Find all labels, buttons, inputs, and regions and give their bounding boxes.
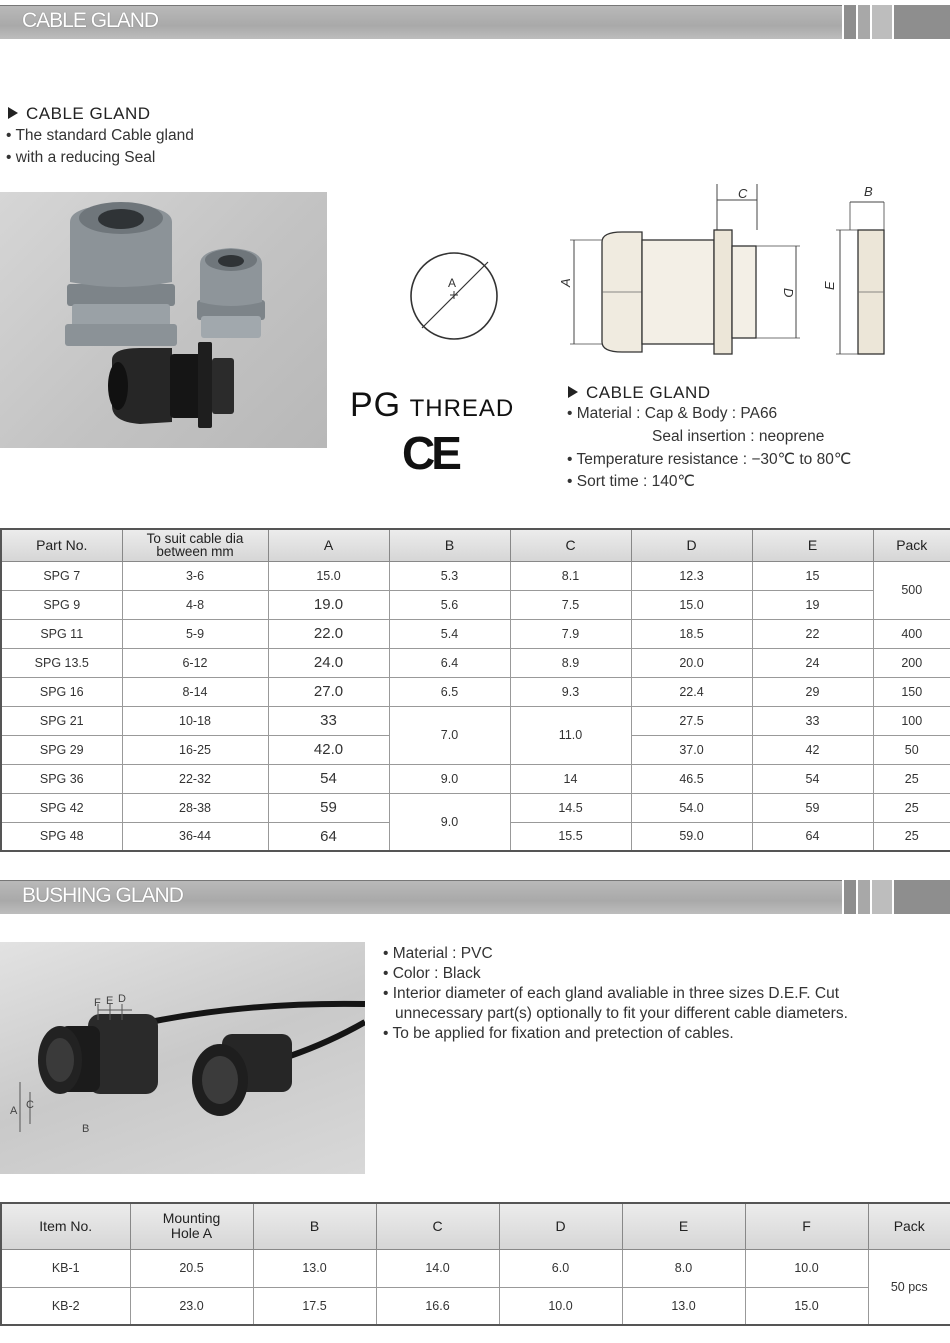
cell-d: 37.0: [631, 735, 752, 764]
cell-c: 14.0: [376, 1249, 499, 1287]
bushing-bullet-application: • To be applied for fixation and pretection of cables.: [383, 1025, 734, 1042]
cell-d: 54.0: [631, 793, 752, 822]
cell-a: 19.0: [268, 590, 389, 619]
cable-gland-bar-title: CABLE GLAND: [22, 9, 159, 32]
spec-line-temperature: • Temperature resistance : −30℃ to 80℃: [567, 451, 852, 468]
cell-part: SPG 7: [1, 561, 122, 590]
cell-pack: 25: [873, 793, 950, 822]
cell-b: 13.0: [253, 1249, 376, 1287]
cell-d: 18.5: [631, 619, 752, 648]
cell-d: 22.4: [631, 677, 752, 706]
table-row: [1, 1249, 950, 1287]
cell-e: 13.0: [622, 1287, 745, 1325]
cell-b: 9.0: [389, 764, 510, 793]
col-header-item-no: Item No.: [1, 1203, 130, 1249]
col-header-d: D: [631, 529, 752, 561]
cell-c: 16.6: [376, 1287, 499, 1325]
cell-f: 15.0: [745, 1287, 868, 1325]
cell-a: 20.5: [130, 1249, 253, 1287]
table-row: [1, 648, 950, 677]
thread-label: THREAD: [409, 395, 515, 422]
table-row: [1, 706, 950, 735]
pg-thread-diagram: [408, 250, 500, 342]
cable-bullet-2: • with a reducing Seal: [6, 149, 156, 166]
triangle-bullet-icon: [568, 386, 578, 398]
cell-a: 42.0: [268, 735, 389, 764]
photo-a-label: A: [10, 1105, 18, 1117]
cell-cable: 28-38: [122, 793, 268, 822]
bar-decor-block: [844, 880, 856, 914]
cable-gland-photo: [0, 192, 327, 448]
cell-b: 5.4: [389, 619, 510, 648]
cell-item: KB-1: [1, 1249, 130, 1287]
cell-d: 12.3: [631, 561, 752, 590]
spec-heading-text: CABLE GLAND: [586, 383, 711, 402]
cell-c: 7.9: [510, 619, 631, 648]
bushing-gland-product-image: [0, 942, 365, 1174]
cell-c: 14: [510, 764, 631, 793]
cable-gland-heading: [8, 104, 151, 124]
table-row: [1, 590, 950, 619]
cell-a: 59: [268, 793, 389, 822]
drawing-b-label: B: [864, 184, 873, 199]
cell-e: 42: [752, 735, 873, 764]
cell-d: 20.0: [631, 648, 752, 677]
col-header-d: D: [499, 1203, 622, 1249]
table-row: [1, 764, 950, 793]
bar-decor-block: [858, 880, 870, 914]
cell-cable: 4-8: [122, 590, 268, 619]
cell-c: 14.5: [510, 793, 631, 822]
cell-cable: 10-18: [122, 706, 268, 735]
col-header-part-no: Part No.: [1, 529, 122, 561]
bushing-bullet-material: • Material : PVC: [383, 945, 493, 962]
cell-a: 33: [268, 706, 389, 735]
cable-gland-table: [0, 528, 950, 852]
cell-part: SPG 29: [1, 735, 122, 764]
cell-part: SPG 42: [1, 793, 122, 822]
cell-e: 64: [752, 822, 873, 851]
cable-gland-section-bar: [0, 5, 950, 39]
table-header-row: [1, 1203, 950, 1249]
pg-label: PG: [350, 386, 402, 424]
cell-part: SPG 48: [1, 822, 122, 851]
cable-gland-product-image: [0, 192, 327, 448]
cell-e: 59: [752, 793, 873, 822]
cell-c: 9.3: [510, 677, 631, 706]
col-header-mounting-hole: Mounting Hole A: [130, 1203, 253, 1249]
cell-d: 15.0: [631, 590, 752, 619]
cable-gland-technical-drawing: [552, 180, 950, 360]
cell-pack: 50 pcs: [868, 1249, 950, 1325]
col-header-cable-dia: To suit cable dia between mm: [122, 529, 268, 561]
cell-d: 59.0: [631, 822, 752, 851]
cell-pack: 100: [873, 706, 950, 735]
col-header-pack: Pack: [873, 529, 950, 561]
cell-e: 29: [752, 677, 873, 706]
cell-a: 24.0: [268, 648, 389, 677]
cell-e: 8.0: [622, 1249, 745, 1287]
cell-a: 15.0: [268, 561, 389, 590]
cell-cable: 8-14: [122, 677, 268, 706]
cell-cable: 22-32: [122, 764, 268, 793]
spec-line-sort-time: • Sort time : 140℃: [567, 473, 695, 490]
pg-thread-title: [350, 386, 514, 425]
cell-a: 27.0: [268, 677, 389, 706]
drawing-c-label: C: [738, 186, 748, 201]
col-header-e: E: [752, 529, 873, 561]
cell-b: 6.4: [389, 648, 510, 677]
cell-a: 22.0: [268, 619, 389, 648]
col-header-f: F: [745, 1203, 868, 1249]
cable-gland-heading-text: CABLE GLAND: [26, 104, 151, 123]
cell-e: 54: [752, 764, 873, 793]
photo-b-label: B: [82, 1123, 90, 1135]
drawing-d-label: D: [781, 288, 796, 298]
cell-e: 24: [752, 648, 873, 677]
bar-decor-block: [894, 880, 950, 914]
table-header-row: [1, 529, 950, 561]
spec-line-material: • Material : Cap & Body : PA66: [567, 405, 778, 422]
cable-bullet-1: • The standard Cable gland: [6, 127, 194, 144]
cell-part: SPG 11: [1, 619, 122, 648]
cell-cable: 3-6: [122, 561, 268, 590]
cell-pack: 150: [873, 677, 950, 706]
bushing-bullet-interior: • Interior diameter of each gland avaliable in three sizes D.E.F. Cut: [383, 985, 840, 1002]
cell-a: 54: [268, 764, 389, 793]
col-header-a: A: [268, 529, 389, 561]
cell-d: 10.0: [499, 1287, 622, 1325]
col-header-c: C: [376, 1203, 499, 1249]
table-row: [1, 677, 950, 706]
cell-d: 27.5: [631, 706, 752, 735]
cell-part: SPG 36: [1, 764, 122, 793]
bushing-gland-bar-title: BUSHING GLAND: [22, 884, 183, 907]
cell-e: 19: [752, 590, 873, 619]
photo-e-label: E: [106, 995, 114, 1007]
bushing-bullet-interior-cont: unnecessary part(s) optionally to fit your different cable diameters.: [395, 1005, 848, 1022]
spec-line-seal: Seal insertion : neoprene: [652, 428, 825, 445]
bushing-gland-photo: [0, 942, 365, 1174]
cell-c: 8.9: [510, 648, 631, 677]
drawing-e-label: E: [822, 281, 837, 290]
table-row: [1, 793, 950, 822]
cell-pack: 500: [873, 561, 950, 619]
cell-pack: 200: [873, 648, 950, 677]
cell-a: 64: [268, 822, 389, 851]
cell-pack: 50: [873, 735, 950, 764]
bushing-gland-table: [0, 1202, 950, 1326]
cell-d: 6.0: [499, 1249, 622, 1287]
cell-c: 8.1: [510, 561, 631, 590]
cell-f: 10.0: [745, 1249, 868, 1287]
col-header-e: E: [622, 1203, 745, 1249]
table-row: [1, 1287, 950, 1325]
cell-item: KB-2: [1, 1287, 130, 1325]
cell-e: 22: [752, 619, 873, 648]
bushing-gland-section-bar: [0, 880, 950, 914]
col-header-pack: Pack: [868, 1203, 950, 1249]
bushing-bullet-color: • Color : Black: [383, 965, 481, 982]
photo-f-label: F: [94, 997, 101, 1009]
cell-pack: 400: [873, 619, 950, 648]
cell-d: 46.5: [631, 764, 752, 793]
cell-c: 11.0: [510, 706, 631, 764]
bar-decor-block: [844, 5, 856, 39]
bar-decor-block: [894, 5, 950, 39]
bar-decor-block: [858, 5, 870, 39]
cell-part: SPG 21: [1, 706, 122, 735]
cell-e: 33: [752, 706, 873, 735]
triangle-bullet-icon: [8, 107, 18, 119]
cell-part: SPG 16: [1, 677, 122, 706]
cell-a: 23.0: [130, 1287, 253, 1325]
diagram-a-label: A: [448, 276, 457, 290]
cell-part: SPG 13.5: [1, 648, 122, 677]
table-row: [1, 561, 950, 590]
drawing-a-label: A: [558, 278, 573, 287]
cell-cable: 36-44: [122, 822, 268, 851]
table-row: [1, 619, 950, 648]
photo-d-label: D: [118, 993, 126, 1005]
cell-e: 15: [752, 561, 873, 590]
cell-pack: 25: [873, 822, 950, 851]
col-header-b: B: [253, 1203, 376, 1249]
cell-cable: 5-9: [122, 619, 268, 648]
cell-cable: 6-12: [122, 648, 268, 677]
cell-b: 7.0: [389, 706, 510, 764]
cell-cable: 16-25: [122, 735, 268, 764]
cell-part: SPG 9: [1, 590, 122, 619]
cell-c: 7.5: [510, 590, 631, 619]
bar-decor-block: [872, 880, 892, 914]
cell-b: 9.0: [389, 793, 510, 851]
cell-b: 17.5: [253, 1287, 376, 1325]
cell-pack: 25: [873, 764, 950, 793]
cell-b: 5.6: [389, 590, 510, 619]
cell-c: 15.5: [510, 822, 631, 851]
col-header-b: B: [389, 529, 510, 561]
bar-decor-block: [872, 5, 892, 39]
ce-mark: CE: [402, 427, 458, 479]
col-header-c: C: [510, 529, 631, 561]
cell-b: 5.3: [389, 561, 510, 590]
photo-c-label: C: [26, 1099, 34, 1111]
cell-b: 6.5: [389, 677, 510, 706]
spec-heading: [568, 383, 711, 403]
